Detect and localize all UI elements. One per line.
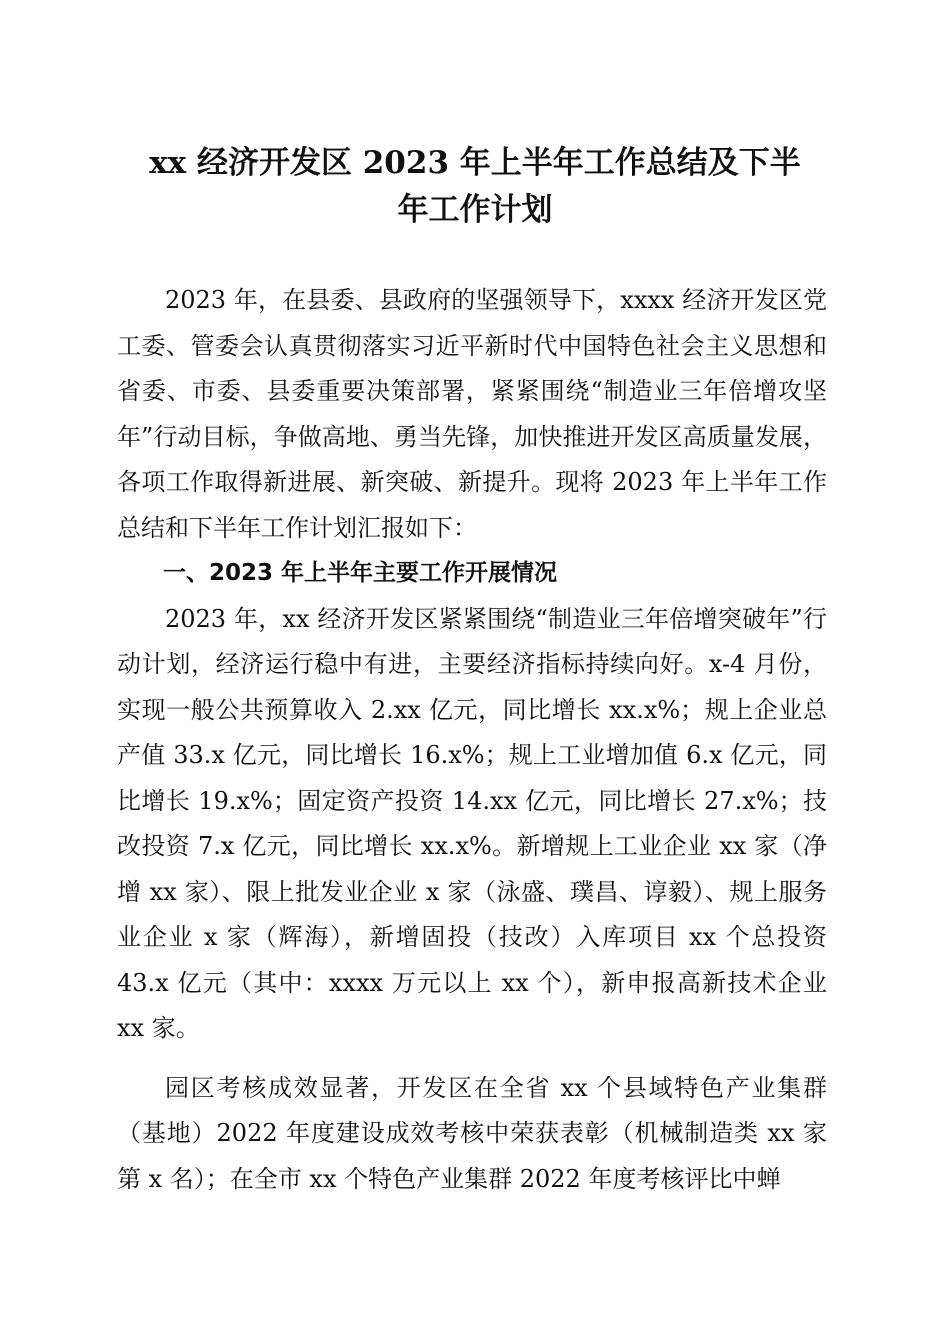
title-line-2: 年工作计划 — [397, 192, 553, 228]
document-body — [117, 278, 827, 1202]
assessment-paragraph: 园区考核成效显著，开发区在全省 xx 个县域特色产业集群（基地）2022 年度建设成效考核中荣获表彰（机械制造类 xx 家第 x 名）；在全市 xx 个特色产业集群 2022 年度考核评比中蝉 — [117, 1073, 827, 1193]
document-title — [100, 140, 850, 234]
title-line-1: xx 经济开发区 2023 年上半年工作总结及下半 — [149, 145, 801, 181]
economic-indicators-paragraph: 2023 年，xx 经济开发区紧紧围绕“制造业三年倍增突破年”行动计划，经济运行稳中有进，主要经济指标持续向好。x-4 月份，实现一般公共预算收入 2.xx 亿元，同比增长 xx.x%；规上企业总产值 33.x 亿元，同比增长 16.x%；规上工业增加值 6.x 亿元，同比增长 19.x%；固定资产投资 14.xx 亿元，同比增长 27.x%；技改投资 7.x 亿元，同比增长 xx.x%。新增规上工业企业 xx 家（净增 xx 家）、限上批发业企业 x 家（泳盛、璞昌、谆毅）、规上服务业企业 x 家（辉海），新增固投（技改）入库项目 xx 个总投资 43.x 亿元（其中：xxxx 万元以上 xx 个），新申报高新技术企业 xx 家。 — [117, 604, 827, 1042]
section-heading: 一、2023 年上半年主要工作开展情况 — [163, 560, 558, 586]
intro-paragraph: 2023 年，在县委、县政府的坚强领导下，xxxx 经济开发区党工委、管委会认真贯彻落实习近平新时代中国特色社会主义思想和省委、市委、县委重要决策部署，紧紧围绕“制造业三年倍增攻坚年”行动目标，争做高地、勇当先锋，加快推进开发区高质量发展，各项工作取得新进展、新突破、新提升。现将 2023 年上半年工作总结和下半年工作计划汇报如下： — [117, 286, 827, 542]
paragraph-spacer — [117, 1052, 827, 1066]
